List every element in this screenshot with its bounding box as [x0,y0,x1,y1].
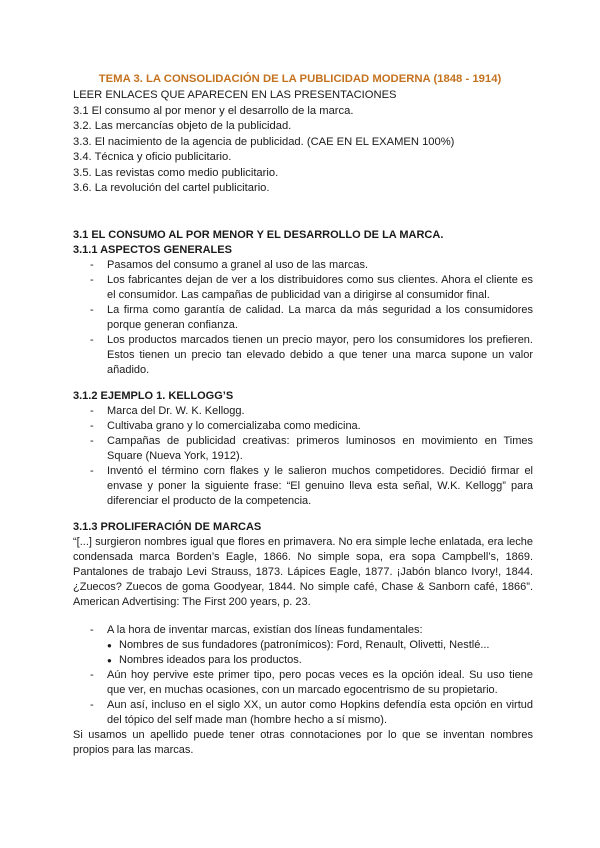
toc-item: 3.3. El nacimiento de la agencia de publicidad. (CAE EN EL EXAMEN 100%) [73,135,455,148]
section-3-1 [73,228,533,378]
subsection-heading: 3.1.2 EJEMPLO 1. KELLOGG’S [73,390,234,402]
brands-quote: “[...] surgieron nombres igual que flores en primavera. No era simple leche enlatada, era leche condensada marca Borden’s Eagle, 1866. No simple sopa, era sopa Campbell’s, 1869. Pantalones de trabajo Levi Strauss, 1873. Lápices Eagle, 1877. ¡Jabón blanco Ivory!, 1844. ¿Zuecos? Zuecos de goma Goodyear, 1844. No simple café, Chase & Sanborn café, 1866”. American Advertising: The First 200 years, p. 23. [73,536,533,608]
toc-item: 3.2. Las mercancías objeto de la publicidad. [73,120,292,132]
list-item: - Los fabricantes dejan de ver a los distribuidores como sus clientes. Ahora el cliente es el consumidor. Las campañas de publicidad van a dirigirse al consumidor final. [73,273,533,303]
list-item-text: - A la hora de inventar marcas, existían dos líneas fundamentales: [107,624,423,636]
aspects-list [73,258,533,378]
toc-item: 3.5. Las revistas como medio publicitario. [73,166,279,179]
list-item: - Campañas de publicidad creativas: primeros luminosos en movimiento en Times Square (Nueva York, 1912). [73,434,533,464]
subsection-heading: 3.1.3 PROLIFERACIÓN DE MARCAS [73,521,262,533]
table-of-contents [73,88,533,197]
section-heading: 3.1 EL CONSUMO AL POR MENOR Y EL DESARROLLO DE LA MARCA. [73,229,444,241]
bullet-item: ● Nombres de sus fundadores (patronímicos): Ford, Renault, Olivetti, Nestlé... [107,638,533,653]
bullet-item: ● Nombres ideados para los productos. [107,653,533,668]
document-title: TEMA 3. LA CONSOLIDACIÓN DE LA PUBLICIDAD MODERNA (1848 - 1914) [98,73,502,85]
naming-list [73,623,533,728]
list-item: - Los productos marcados tienen un precio mayor, pero los consumidores los prefieren. Estos tienen un precio tan elevado debido a que tener una marca supone un valor añadido. [73,333,533,378]
list-item: - Aún hoy pervive este primer tipo, pero pocas veces es la opción ideal. Su uso tiene que ver, en muchas ocasiones, con un marcado egocentrismo de su propietario. [73,668,533,698]
list-item: - Pasamos del consumo a granel al uso de las marcas. [73,258,533,273]
closing-paragraph: Si usamos un apellido puede tener otras connotaciones por lo que se inventan nombres propios para las marcas. [73,729,533,756]
section-3-1-3 [73,520,533,610]
naming-sublist [107,638,533,668]
list-item: - Aun así, incluso en el siglo XX, un autor como Hopkins defendía esta opción en virtud del tópico del self made man (hombre hecho a sí mismo). [73,698,533,728]
list-item: - Inventó el término corn flakes y le salieron muchos competidores. Decidió firmar el envase y poner la siguiente frase: “El genuino lleva esta señal, W.K. Kellogg” para diferenciar el producto de la competencia. [73,464,533,509]
toc-note: LEER ENLACES QUE APARECEN EN LAS PRESENTACIONES [73,89,397,101]
list-item: - Cultivaba grano y lo comercializaba como medicina. [73,419,533,434]
list-item [73,623,533,668]
subsection-heading: 3.1.1 ASPECTOS GENERALES [73,244,232,256]
kellogg-list [73,404,533,509]
section-3-1-2 [73,389,533,509]
toc-item: 3.1 El consumo al por menor y el desarrollo de la marca. [73,104,354,117]
brand-naming-block [73,623,533,758]
toc-item: 3.6. La revolución del cartel publicitario. [73,182,270,194]
list-item: - La firma como garantía de calidad. La marca da más seguridad a los consumidores porque generan confianza. [73,303,533,333]
list-item: - Marca del Dr. W. K. Kellogg. [73,404,533,419]
toc-item: 3.4. Técnica y oficio publicitario. [73,151,232,163]
